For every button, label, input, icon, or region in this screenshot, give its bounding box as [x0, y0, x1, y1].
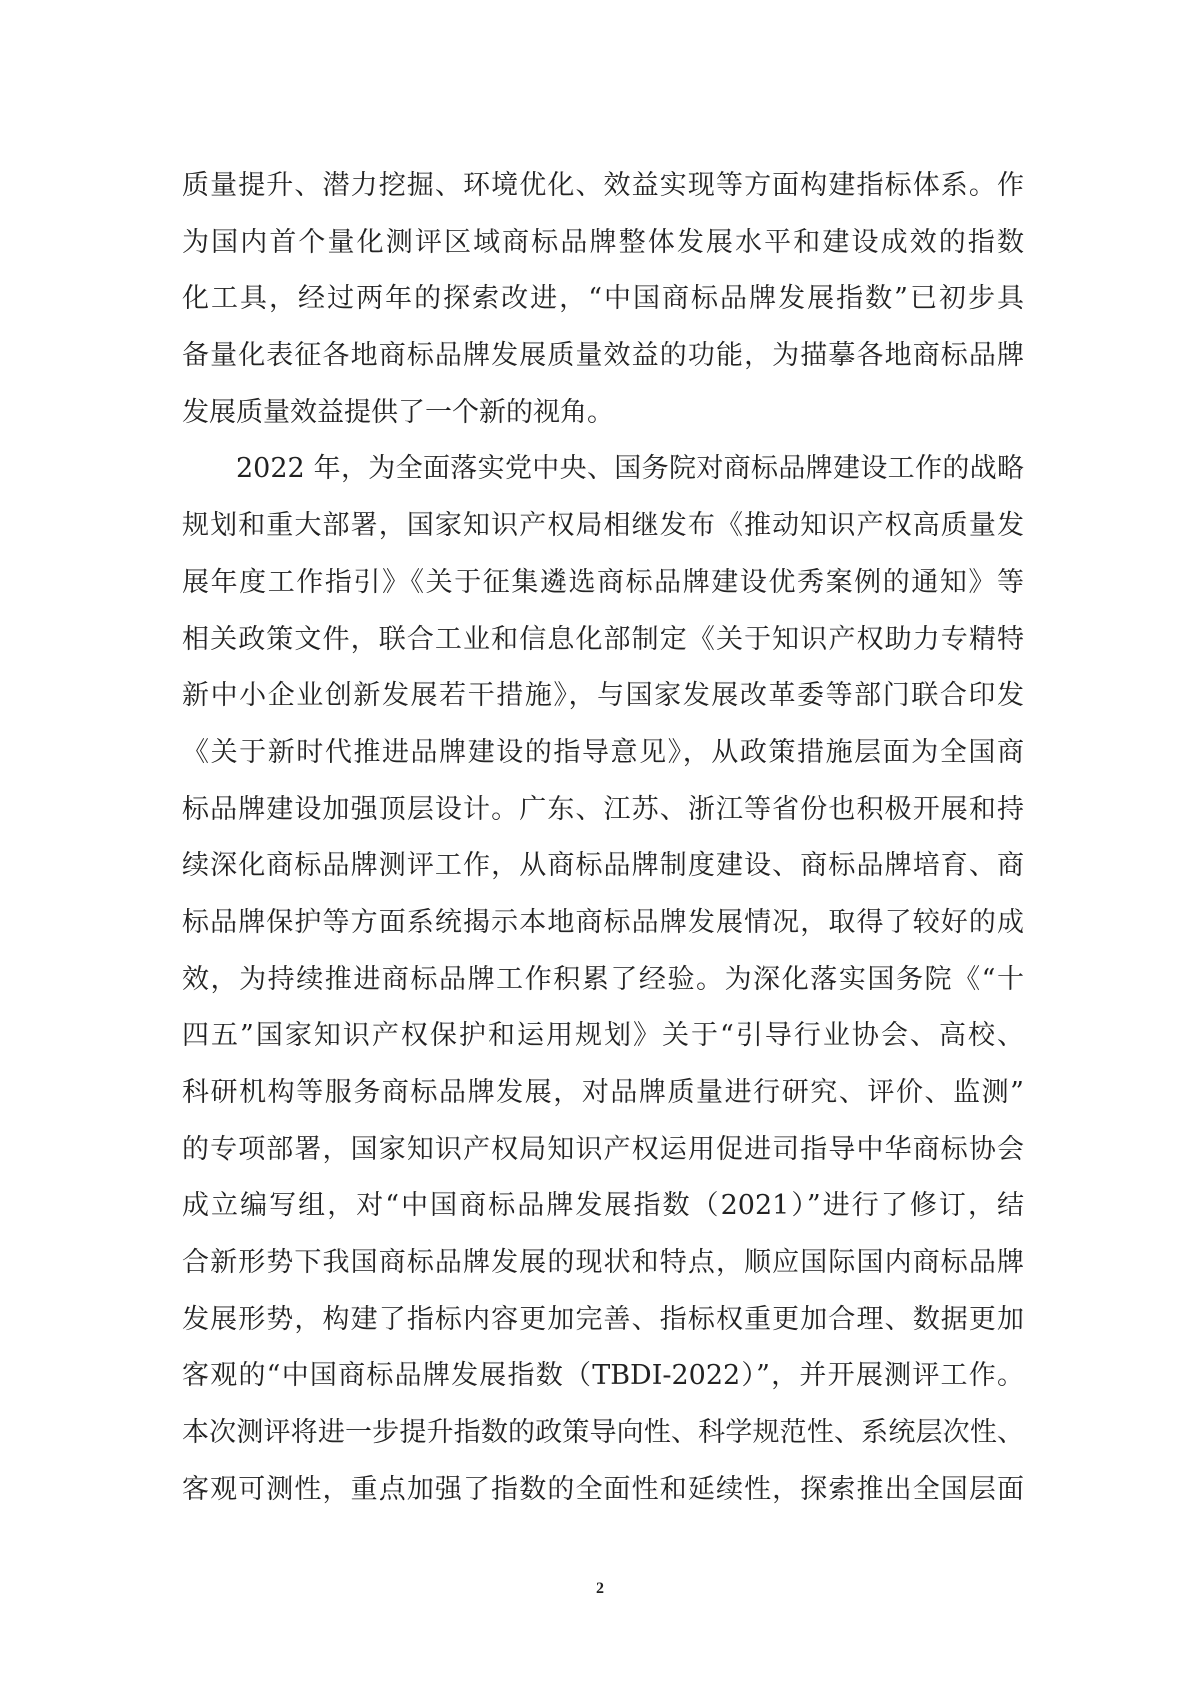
text-line: 质量提升、潜力挖掘、环境优化、效益实现等方面构建指标体系。作 — [182, 170, 1024, 201]
text-line: 《关于新时代推进品牌建设的指导意见》，从政策措施层面为全国商 — [182, 736, 1024, 768]
paragraph-1 — [182, 158, 1024, 441]
text-line: 发展质量效益提供了一个新的视角。 — [182, 396, 614, 428]
text-line: 客观可测性，重点加强了指数的全面性和延续性，探索推出全国层面 — [182, 1473, 1024, 1505]
text-line: 本次测评将进一步提升指数的政策导向性、科学规范性、系统层次性、 — [182, 1417, 1024, 1449]
text-line: 化工具，经过两年的探索改进，“中国商标品牌发展指数”已初步具 — [182, 283, 1024, 315]
text-line: 标品牌保护等方面系统揭示本地商标品牌发展情况，取得了较好的成 — [182, 906, 1024, 938]
page-number: 2 — [596, 1580, 604, 1597]
text-line: 为国内首个量化测评区域商标品牌整体发展水平和建设成效的指数 — [182, 226, 1024, 258]
text-line: 续深化商标品牌测评工作，从商标品牌制度建设、商标品牌培育、商 — [182, 850, 1024, 882]
paragraph-2 — [182, 441, 1024, 1518]
text-line: 的专项部署，国家知识产权局知识产权运用促进司指导中华商标协会 — [182, 1133, 1024, 1165]
body-text — [182, 158, 1024, 1519]
text-line: 相关政策文件，联合工业和信息化部制定《关于知识产权助力专精特 — [182, 623, 1024, 655]
text-line: 标品牌建设加强顶层设计。广东、江苏、浙江等省份也积极开展和持 — [182, 793, 1024, 825]
text-line: 四五”国家知识产权保护和运用规划》关于“引导行业协会、高校、 — [182, 1020, 1024, 1052]
text-line: 展年度工作指引》《关于征集遴选商标品牌建设优秀案例的通知》等 — [182, 566, 1024, 598]
text-line: 发展形势，构建了指标内容更加完善、指标权重更加合理、数据更加 — [182, 1303, 1024, 1335]
text-line: 成立编写组，对“中国商标品牌发展指数（2021）”进行了修订，结 — [182, 1190, 1024, 1222]
text-line: 规划和重大部署，国家知识产权局相继发布《推动知识产权高质量发 — [182, 510, 1024, 542]
text-line: 2022 年，为全面落实党中央、国务院对商标品牌建设工作的战略 — [236, 453, 1024, 485]
text-line: 科研机构等服务商标品牌发展，对品牌质量进行研究、评价、监测” — [182, 1077, 1024, 1108]
text-line: 合新形势下我国商标品牌发展的现状和特点，顺应国际国内商标品牌 — [182, 1247, 1024, 1279]
text-line: 备量化表征各地商标品牌发展质量效益的功能，为描摹各地商标品牌 — [182, 340, 1024, 372]
text-line: 客观的“中国商标品牌发展指数（TBDI-2022）”，并开展测评工作。 — [182, 1360, 1024, 1392]
text-line: 新中小企业创新发展若干措施》，与国家发展改革委等部门联合印发 — [182, 680, 1024, 712]
text-line: 效，为持续推进商标品牌工作积累了经验。为深化落实国务院《“十 — [182, 963, 1024, 995]
